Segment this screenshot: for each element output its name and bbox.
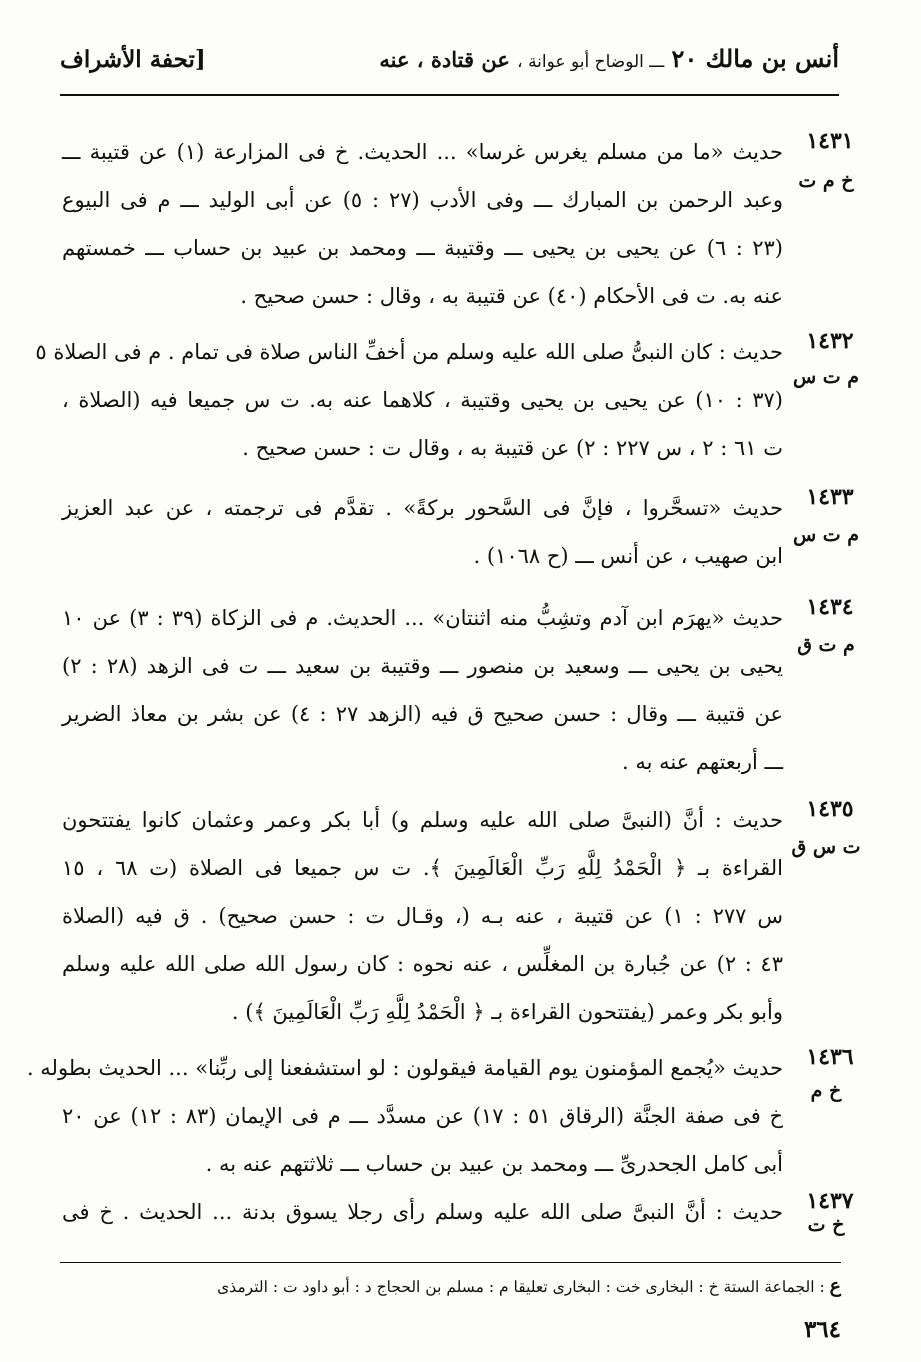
header-title (379, 44, 839, 73)
entry-line: حديث : كان النبىُّ صلى الله عليه وسلم من أخفِّ الناس صلاة فى تمام . م فى الصلاة ٥ (35, 340, 783, 364)
entry-line: حديث : أنَّ النبىَّ صلى الله عليه وسلم رأى رجلا يسوق بدنة ... الحديث . خ فى (62, 1200, 783, 1224)
legend-key: ع (829, 1275, 841, 1297)
entry-line: حديث «يهرَم ابن آدم وتشِبُّ منه اثنتان» ... الحديث. م فى الزكاة (٣٩ : ٣) عن ١٠ (62, 606, 783, 630)
entry-text (62, 796, 783, 1036)
entry-text (26, 1044, 783, 1188)
entry-line: حديث «يُجمع المؤمنون يوم القيامة فيقولون : لو استشفعنا إلى ربِّنا» ... الحديث بطوله . (26, 1056, 783, 1080)
entry-line: عن قتيبة ـــ وقال : حسن صحيح ق فيه (الزهد ٢٧ : ٤) عن بشر بن معاذ الضرير (62, 702, 783, 726)
entry-source-codes: ت س ق (791, 836, 861, 858)
entry-number: ١٤٣٥ (806, 796, 854, 822)
entry-line: وعبد الرحمن بن المبارك ـــ وفى الأدب (٢٧ : ٥) عن أبى الوليد ـــ م فى البيوع (62, 188, 784, 212)
header-chain-tail: عن قتادة ، عنه (379, 47, 510, 72)
entry-line: (٣٧ : ١٠) عن يحيى بن يحيى وقتيبة ، كلاهما عنه به. ت س جميعا فيه (الصلاة ، (62, 388, 783, 412)
header-chain: ـــ الوضاح أبو عوانة ، (517, 52, 665, 72)
entry-line: حديث «تسحَّروا ، فإنَّ فى السَّحور بركةً» . تقدَّم فى ترجمته ، عن عبد العزيز (62, 496, 783, 520)
entry-source-codes: م ت ق (797, 634, 855, 656)
entry-line: وأبو بكر وعمر (يفتتحون القراءة بـ ﴿ الْحَمْدُ لِلَّهِ رَبِّ الْعَالَمِينَ ﴾) . (231, 1000, 783, 1024)
entry-text (35, 328, 783, 472)
entry-text (62, 1188, 783, 1236)
footer-divider (60, 1262, 841, 1263)
entry-source-codes: م ت س (792, 524, 860, 546)
header-narrator: أنس بن مالك ٢٠ (671, 44, 839, 73)
entry-line: ابن صهيب ، عن أنس ـــ (ح ١٠٦٨) . (473, 544, 783, 568)
entry-number: ١٤٣٤ (806, 594, 854, 620)
entry-line: س ٢٧٧ : ١) عن قتيبة ، عنه بـه (، وقـال ت : حسن صحيح) . ق فيه (الصلاة (62, 904, 784, 928)
entry-number: ١٤٣٢ (806, 328, 854, 354)
entry-text (62, 128, 783, 320)
entry-line: ت ٦١ : ٢ ، س ٢٢٧ : ٢) عن قتيبة به ، وقال ت : حسن صحيح . (242, 436, 783, 460)
legend-text: : الجماعة الستة خ : البخارى خت : البخارى تعليقا م : مسلم بن الحجاج د : أبو داود ت : الترمذى (217, 1278, 825, 1296)
entry-line: يحيى بن يحيى ـــ وسعيد بن منصور ـــ وقتيبة بن سعيد ـــ ت فى الزهد (٢٨ : ٢) (62, 654, 783, 678)
abbreviation-legend (60, 1268, 841, 1304)
entry-text (62, 594, 783, 786)
entry-source-codes: خ م (810, 1080, 842, 1102)
entry-source-codes: خ م ت (798, 170, 854, 192)
page-number: ٣٦٤ (803, 1316, 841, 1343)
entry-number: ١٤٣٦ (806, 1044, 854, 1070)
entry-line: القراءة بـ ﴿ الْحَمْدُ لِلَّهِ رَبِّ الْعَالَمِينَ ﴾. ت س جميعا فى الصلاة (ت ٦٨ ، ١٥ (62, 856, 783, 880)
entry-line: أبى كامل الجحدرىِّ ـــ ومحمد بن عبيد بن حساب ـــ ثلاثتهم عنه به . (205, 1152, 783, 1176)
entry-line: عنه به. ت فى الأحكام (٤٠) عن قتيبة به ، وقال : حسن صحيح . (240, 284, 783, 308)
entry-number: ١٤٣٣ (806, 484, 854, 510)
entry-text (62, 484, 783, 580)
entry-line: حديث «ما من مسلم يغرس غرسا» ... الحديث. خ فى المزارعة (١) عن قتيبة ـــ (62, 140, 784, 164)
entry-number: ١٤٣٧ (806, 1188, 854, 1214)
entry-line: ٤٣ : ٢) عن جُبارة بن المغلِّس ، عنه نحوه : كان رسول الله صلى الله عليه وسلم (62, 952, 783, 976)
entry-source-codes: م ت س (792, 366, 860, 388)
entry-line: ـــ أربعتهم عنه به . (621, 750, 783, 774)
entry-number: ١٤٣١ (806, 128, 854, 154)
running-header (60, 44, 839, 96)
entry-line: خ فى صفة الجنَّة (الرقاق ٥١ : ١٧) عن مسدَّد ـــ م فى الإيمان (٨٣ : ١٢) عن ٢٠ (62, 1104, 783, 1128)
header-book-title: [تحفة الأشراف (60, 46, 206, 73)
entry-source-codes: خ ت (807, 1214, 845, 1236)
entry-line: (٢٣ : ٦) عن يحيى بن يحيى ـــ وقتيبة ـــ ومحمد بن عبيد بن حساب ـــ خمستهم (62, 236, 783, 260)
entry-line: حديث : أنَّ (النبىَّ صلى الله عليه وسلم و) أبا بكر وعمر وعثمان كانوا يفتتحون (62, 808, 783, 832)
